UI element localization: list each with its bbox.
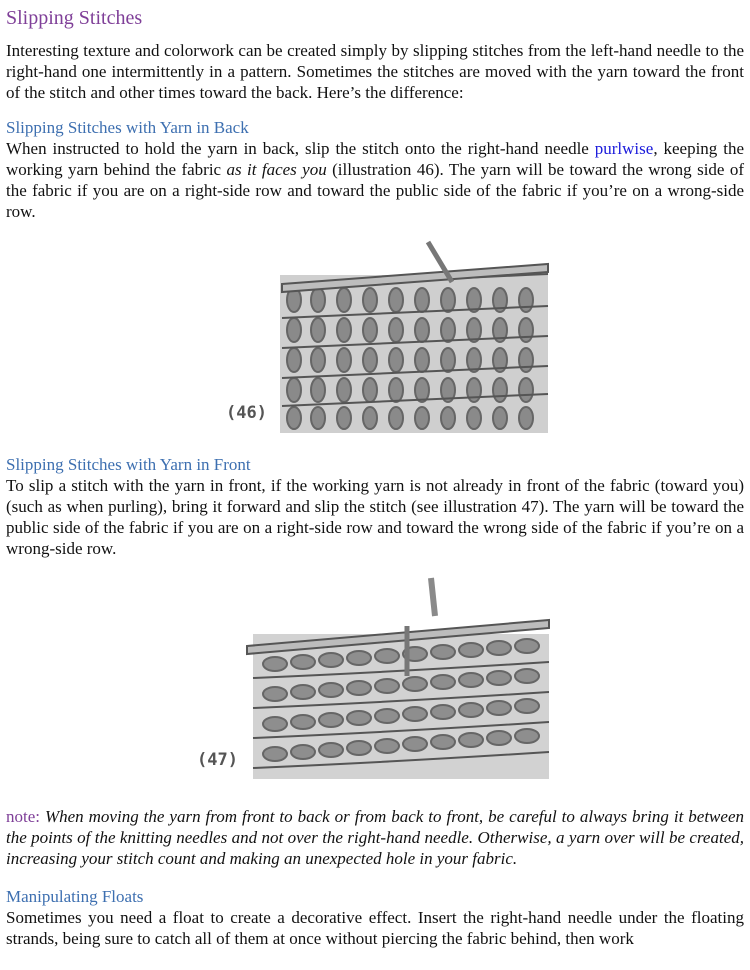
note-text: When moving the yarn from front to back or from back to front, be careful to always bring it between the points of the knitting needles and not over the right-hand needle. Otherwise, a yarn over will be created, increasing your stitch count and making an unexpected hole in your fabric.	[6, 807, 744, 868]
figure-label-46: (46)	[226, 403, 267, 423]
paragraph-yarn-in-back	[6, 138, 744, 222]
purlwise-link[interactable]: purlwise	[594, 139, 654, 158]
note-paragraph	[6, 806, 744, 869]
back-text-2: , keeping the working yarn behind the fabric	[6, 139, 744, 179]
figure-label-47: (47)	[197, 750, 238, 770]
heading-manipulating-floats: Manipulating Floats	[6, 887, 144, 906]
back-italic: as it faces you	[226, 160, 327, 179]
note-label: note:	[6, 807, 40, 826]
heading-yarn-in-front: Slipping Stitches with Yarn in Front	[6, 455, 251, 474]
illustration-47	[195, 576, 555, 781]
section-front	[6, 454, 744, 559]
page-title: Slipping Stitches	[6, 7, 143, 29]
back-text-3: (illustration 46). The yarn will be toward the wrong side of the fabric if you are on a right-side row and toward the public side of the fabric if you’re on a wrong-side row.	[6, 160, 745, 221]
back-text-1: When instructed to hold the yarn in back, slip the stitch onto the right-hand needle	[6, 139, 595, 158]
heading-yarn-in-back: Slipping Stitches with Yarn in Back	[6, 118, 249, 137]
page	[6, 0, 744, 222]
paragraph-yarn-in-front: To slip a stitch with the yarn in front, if the working yarn is not already in front of the fabric (toward you) (such as when purling), bring it forward and slip the stitch (see illustration 47). The yarn will be toward the public side of the fabric if you are on a right-side row and toward the wrong side of the fabric if you’re on a wrong-side row.	[6, 476, 744, 558]
illustration-46	[222, 240, 552, 435]
section-floats	[6, 886, 744, 949]
note-block	[6, 806, 744, 869]
intro-paragraph: Interesting texture and colorwork can be created simply by slipping stitches from the left-hand needle to the right-hand one intermittently in a pattern. Sometimes the stitches are moved with the yarn toward the front of the stitch and other times toward the back. Here’s the difference:	[6, 41, 744, 102]
paragraph-manipulating-floats: Sometimes you need a float to create a decorative effect. Insert the right-hand needle under the floating strands, being sure to catch all of them at once without piercing the fabric behind, then work	[6, 908, 744, 948]
